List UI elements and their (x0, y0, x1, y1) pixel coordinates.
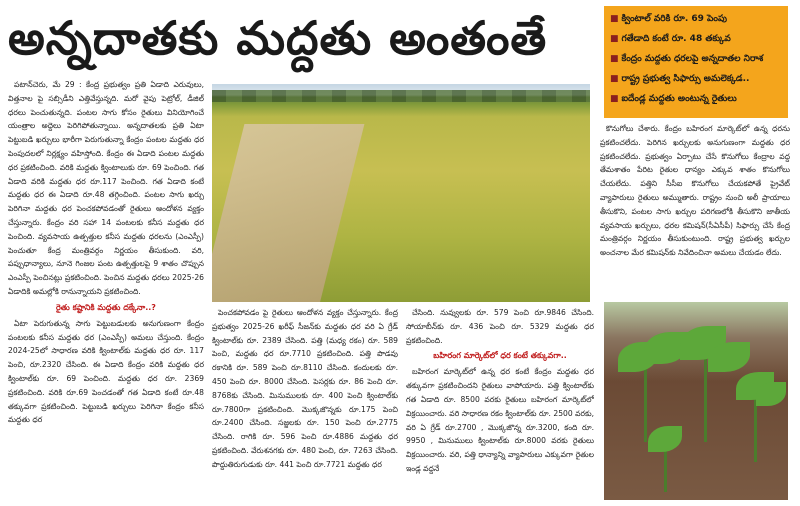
paragraph: చేసింది. నువ్వులకు రూ. 579 పెంచి రూ.9846 చేసింది. సోయాబీన్‌కు రూ. 436 పెంచి రూ. 5329 మద్దతు ధర ప్రకటించింది. (406, 308, 594, 345)
paragraph: ఏటా పెరుగుతున్న సాగు పెట్టుబడులకు అనుగుణంగా కేంద్రం పంటలకు కనీస మద్దతు ధర (ఎంఎస్పీ) అమలు చేస్తుంది. కేంద్రం 2024-25లో సాధారణ వరికి క్వింటాల్‌కు మద్దతు ధర రూ. 117 పెంచి, రూ.2320 చేసింది. ఈ ఏడాది కేంద్రం వరికి మద్దతు ధర క్వింటాల్‌కు రూ. 69 పెంచింది. మద్దతు ధర రూ. 2369 ప్రకటించింది. వరికి రూ.69 పెంచడంతో గత ఏడాది కంటే రూ.48 తక్కువగా ప్రకటించింది. పెట్టుబడి ఖర్చులు పెరిగినా కేంద్రం కనీస మద్దతు ధర (8, 318, 204, 425)
paragraph: బహిరంగ మార్కెట్‌లో ఉన్న ధర కంటే కేంద్రం మద్దతు ధర తక్కువగా ప్రకటించిందని రైతులు వాపోయారు. పత్తి క్వింటాల్‌కు గత ఏడాది రూ. 8500 వరకు రైతులు బహిరంగ మార్కెట్‌లో విక్రయించారు. వరి సాధారణ రకం క్వింటాల్‌కు రూ. 2500 వరకు, వరి ఏ గ్రేడ్ రూ.2700 , మొక్కజొన్న రూ.3200, కంది రూ. 9950 , మినుములు క్వింటాల్‌కు రూ.8000 వరకు రైతులు విక్రయించారు. వరి, పత్తి ధాన్యాన్ని వ్యాపారులు ఎక్కువగా రైతుల ఇండ్ల వద్దనే (406, 367, 594, 473)
article-column-4 (600, 122, 790, 300)
bullet-icon: ■ (610, 34, 619, 44)
plant-stem (704, 352, 707, 442)
plant-leaf (756, 382, 786, 406)
cotton-seedling-photo (604, 302, 788, 500)
headline: అన్నదాతకు మద్దతు అంతంతే (8, 11, 548, 65)
paragraph: పటాన్‌చెరు, మే 29 : కేంద్ర ప్రభుత్వం ప్రతి ఏడాది ఎరువులు, విత్తనాల పై సబ్సిడీని ఎత్తివేస్తున్నది. మరో వైపు పెట్రోల్, డీజిల్ ధరలు పెంచుతున్నది. పంటల సాగు కోసం రైతులు వినియోగించే యంత్రాల అద్దెలు పెరిగిపోతున్నాయి. అన్నదాతలకు ప్రతి ఏటా పెట్టుబడి ఖర్చులు భారీగా పెరుగుతున్నా కేంద్రం పంటల మద్దతు ధర పెంపుదలలో నిర్లక్ష్యం వహిస్తోంది. కేంద్రం ఈ ఏడాది పంటల మద్దతు ధర ప్రకటించింది. వరికి మద్దతు క్వింటాలుకు రూ. 69 పెంచింది. గత ఏడాది వరికి మద్దతు ధర రూ.117 పెంచింది. గత ఏడాది కంటే మద్దతు ధర ఈ ఏడాది రూ.48 తగ్గించింది. పంటల సాగు ఖర్చు పెరిగినా మద్దతు ధర పెంచకపోవడంతో రైతులు ఆందోళన వ్యక్తం చేస్తున్నారు. కేంద్రం వరి సహా 14 పంటలకు కనీస మద్దతు ధర పెంచింది. వ్యవసాయ ఉత్పత్తుల కనీస మద్దతు ధరలను (ఎంఎస్పీ) పెంచుతూ కేంద్ర మంత్రివర్గం నిర్ణయం తీసుకుంది. వరి, పప్పుధాన్యాలు, నూనె గింజల పంట ఉత్పత్తులపై 9 శాతం చొప్పున ఎంఎస్పీ పెంచినట్లు ప్రకటించింది. పెంచిన మద్దతు ధరలు 2025-26 ఏడాదికి అమల్లోకి రానున్నాయని ప్రకటించింది. (8, 80, 204, 296)
bullet-icon: ■ (610, 94, 619, 104)
subheading: బహిరంగ మార్కెట్‌లో ధర కంటే తక్కువగా.. (433, 351, 567, 361)
highlights-list (610, 9, 782, 109)
article-column-1 (8, 78, 204, 502)
paddy-field-photo (212, 84, 590, 302)
subheading: రైతు కష్టానికి మద్దతు దక్కేనా..? (56, 302, 156, 312)
highlight-item: ■ రాష్ట్ర ప్రభుత్వ సిఫార్సు అమలెక్కడ.. (610, 74, 750, 84)
plant-stem (644, 362, 647, 442)
article-column-3 (406, 306, 594, 502)
bullet-icon: ■ (610, 54, 619, 64)
highlight-item: ■ ఐదేండ్ల మద్దతు అంటున్న రైతులు (610, 94, 737, 104)
bullet-icon: ■ (610, 14, 619, 24)
paragraph: కొనుగోలు చేశారు. కేంద్రం బహిరంగ మార్కెట్‌లో ఉన్న ధరను ప్రకటించలేదు. పెరిగిన ఖర్చులకు అనుగుణంగా మద్దతు ధర ప్రకటించలేదు. ప్రభుత్వం ఏర్పాటు చేసే కొనుగోలు కేంద్రాల వద్ద తేమశాతం పేరిట రైతుల ధాన్యం ఎక్కువ శాతం కొనుగోలు చేయలేదు. పత్తిని సీసీఐ కొనుగోలు చేయకపోతే ప్రైవేట్ వ్యాపారులు రైతులు అమ్ముతారు. రాష్ట్రం నుంచి అలీ ప్రాయాలు తీసుకొని, పంటల సాగు ఖర్చుల పరిగణలోకి తీసుకొని జాతీయ వ్యవసాయ ఖర్చులు, ధరల కమిషన్(సీఏసీపీ) సిఫార్సు చేసే కేంద్ర మంత్రివర్గం నిర్ణయం తీసుకుంటుంది. రాష్ట్ర ప్రభుత్వ ఖర్చుల అంచనాల మేర కమిషన్‌కు నివేదించినా అమలు చేయడం లేదు. (600, 124, 790, 258)
highlights-box (604, 6, 788, 118)
field-path (212, 124, 364, 302)
tree-line (212, 90, 590, 102)
article-column-2 (212, 306, 398, 502)
highlight-item: ■ క్వింటాల్ వరికి రూ. 69 పెంపు (610, 14, 727, 24)
plant-leaf (648, 426, 682, 452)
paragraph: పెంచకపోవడం పై రైతులు ఆందోళన వ్యక్తం చేస్తున్నారు. కేంద్ర ప్రభుత్వం 2025-26 ఖరీఫ్ సీజన్‌కు మద్దతు ధర వరి ఏ గ్రేడ్ క్వింటాల్‌కు రూ. 2389 చేసింది. పత్తి (మధ్య రకం) రూ. 589 పెంచి, మద్దతు ధర రూ.7710 ప్రకటించింది. పత్తి పొడవు రకానికి రూ. 589 పెంచి రూ.8110 చేసింది. కందులకు రూ. 450 పెంచి రూ. 8000 చేసింది. పెసర్లకు రూ. 86 పెంచి రూ. 8768కు చేసింది. మినుములకు రూ. 400 పెంచి క్వింటాల్‌కు రూ.7800గా ప్రకటించింది. మొక్కజొన్నకు రూ.175 పెంచి రూ.2400 చేసింది. సజ్జలకు రూ. 150 పెంచి రూ.2775 చేసింది. రాగికి రూ. 596 పెంచి రూ.4886 మద్దతు ధర ప్రకటించింది. వేరుశనగకు రూ. 480 పెంచి, రూ. 7263 చేసింది. పొద్దుతిరుగుడుకు రూ. 441 పెంచి రూ.7721 మద్దతు ధర (212, 308, 398, 469)
highlight-item: ■ గతేడాది కంటే రూ. 48 తక్కువ (610, 34, 731, 44)
highlight-item: ■ కేంద్రం మద్దతు ధరలపై అన్నదాతల నిరాశ (610, 54, 764, 64)
plant-leaf (708, 342, 750, 372)
bullet-icon: ■ (610, 74, 619, 84)
